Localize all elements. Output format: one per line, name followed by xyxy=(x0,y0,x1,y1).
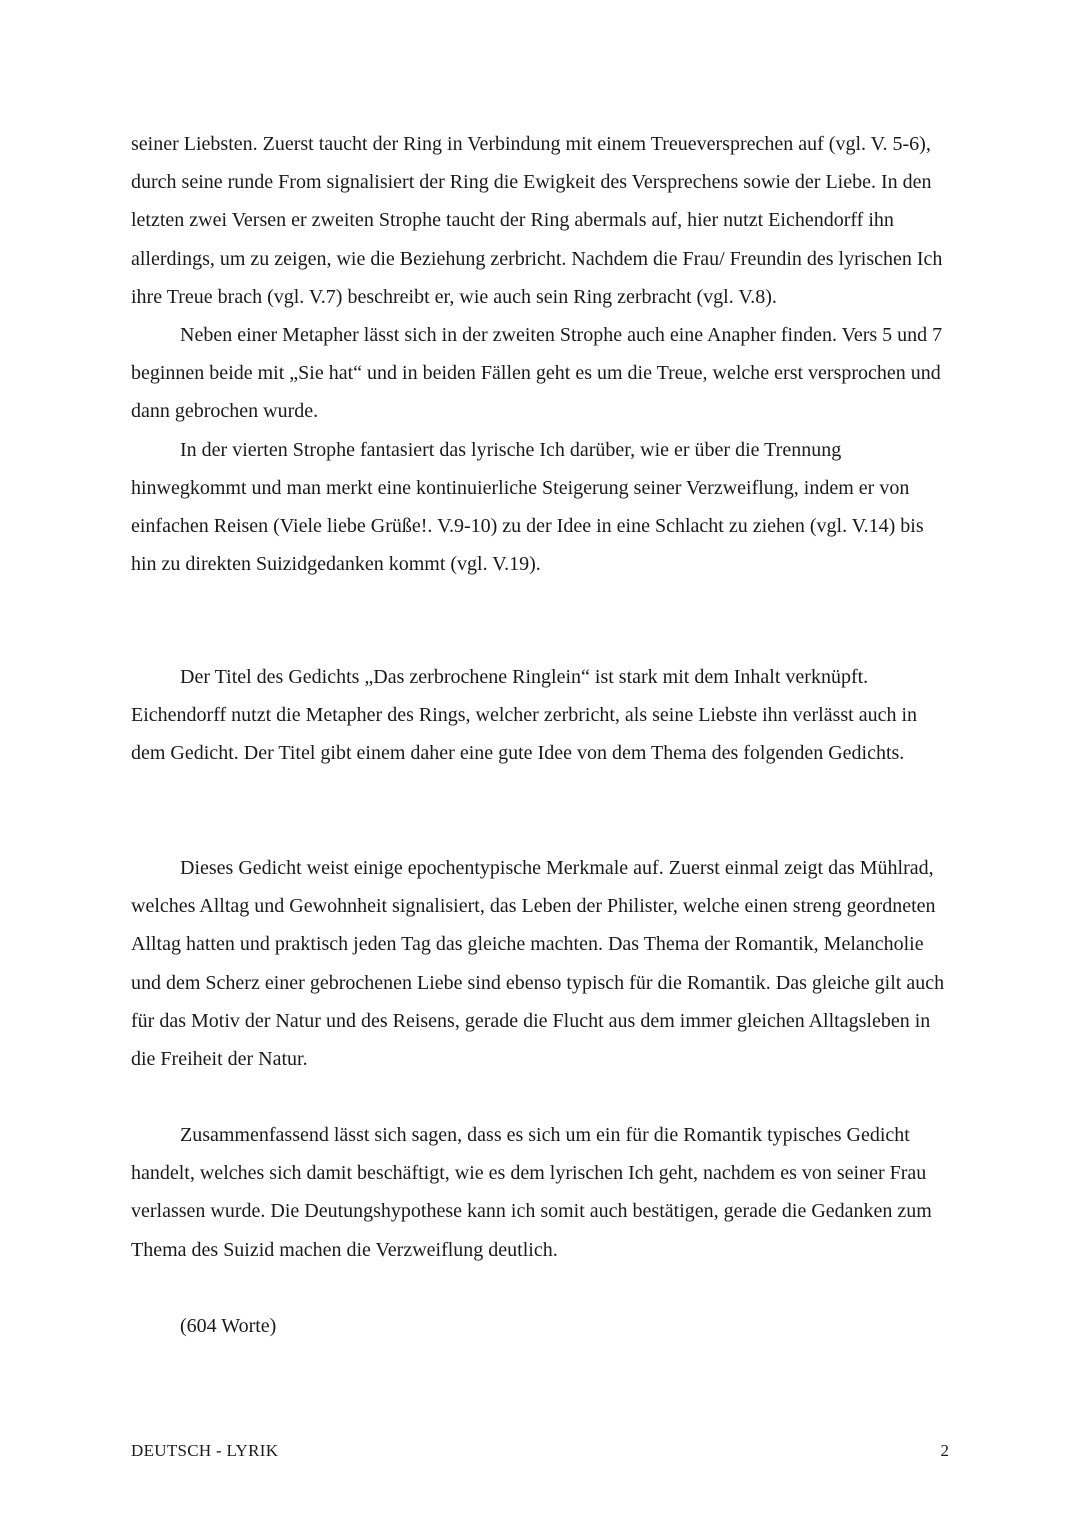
analysis-section-epoch xyxy=(131,849,949,1078)
paragraph-fourth-stanza: In der vierten Strophe fantasiert das lyrische Ich darüber, wie er über die Trennung hinwegkommt und man merkt eine kontinuierliche Steigerung seiner Verzweiflung, indem er von einfachen Reisen (Viele liebe Grüße!. V.9-10) zu der Idee in eine Schlacht zu ziehen (vgl. V.14) bis hin zu direkten Suizidgedanken kommt (vgl. V.19). xyxy=(131,438,924,576)
analysis-section-conclusion xyxy=(131,1116,949,1269)
analysis-section-title xyxy=(131,658,949,773)
paragraph-title-analysis: Der Titel des Gedichts „Das zerbrochene Ringlein“ ist stark mit dem Inhalt verknüpft. Eichendorff nutzt die Metapher des Rings, welcher zerbricht, als seine Liebste ihn verlässt auch in dem Gedicht. Der Titel gibt einem daher eine gute Idee von dem Thema des folgenden Gedichts. xyxy=(131,666,918,765)
footer-label: DEUTSCH - LYRIK xyxy=(131,1441,279,1460)
paragraph-anaphor: Neben einer Metapher lässt sich in der zweiten Strophe auch eine Anapher finden. Vers 5 und 7 beginnen beide mit „Sie hat“ und in beiden Fällen geht es um die Treue, welche erst versprochen und dann gebrochen wurde. xyxy=(131,324,943,423)
analysis-section-stylistic-devices xyxy=(131,125,949,583)
word-count: (604 Worte) xyxy=(180,1315,277,1337)
paragraph-epoch-features: Dieses Gedicht weist einige epochentypische Merkmale auf. Zuerst einmal zeigt das Mühlrad, welches Alltag und Gewohnheit signalisiert, das Leben der Philister, welche einen streng geordneten Alltag hatten und praktisch jeden Tag das gleiche machten. Das Thema der Romantik, Melancholie und dem Scherz einer gebrochenen Liebe sind ebenso typisch für die Romantik. Das gleiche gilt auch für das Motiv der Natur und des Reisens, gerade die Flucht aus dem immer gleichen Alltagsleben in die Freiheit der Natur. xyxy=(131,857,945,1071)
page-number: 2 xyxy=(940,1441,949,1460)
paragraph-conclusion: Zusammenfassend lässt sich sagen, dass es sich um ein für die Romantik typisches Gedicht handelt, welches sich damit beschäftigt, wie es dem lyrischen Ich geht, nachdem es von seiner Frau verlassen wurde. Die Deutungshypothese kann ich somit auch bestätigen, gerade die Gedanken zum Thema des Suizid machen die Verzweiflung deutlich. xyxy=(131,1124,932,1261)
paragraph-ring-metaphor: seiner Liebsten. Zuerst taucht der Ring in Verbindung mit einem Treueversprechen auf (vgl. V. 5-6), durch seine runde From signalisiert der Ring die Ewigkeit des Versprechens sowie der Liebe. In den letzten zwei Versen er zweiten Strophe taucht der Ring abermals auf, hier nutzt Eichendorff ihn allerdings, um zu zeigen, wie die Beziehung zerbricht. Nachdem die Frau/ Freundin des lyrischen Ich ihre Treue brach (vgl. V.7) beschreibt er, wie auch sein Ring zerbracht (vgl. V.8). xyxy=(131,133,943,308)
